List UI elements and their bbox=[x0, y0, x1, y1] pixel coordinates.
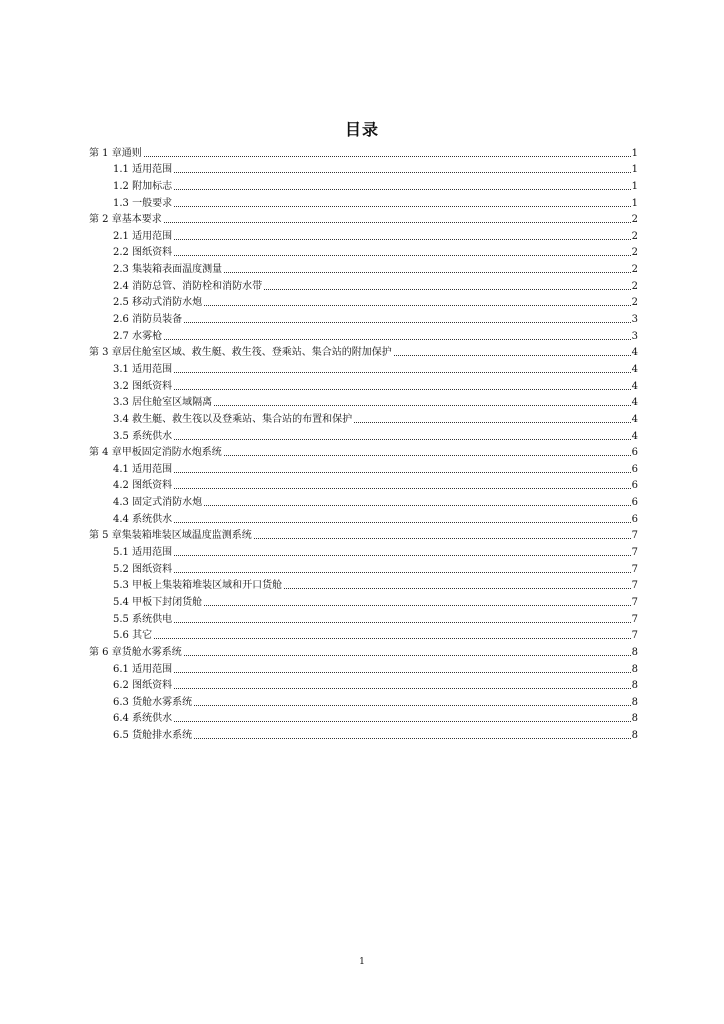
dot-leader bbox=[174, 488, 631, 489]
toc-entry-label: 5.1 适用范围 bbox=[113, 547, 173, 559]
dot-leader bbox=[194, 738, 631, 739]
toc-entry-page-number: 1 bbox=[631, 164, 638, 176]
toc-entry-label: 2.3 集装箱表面温度测量 bbox=[113, 264, 223, 276]
toc-entry-label: 2.2 图纸资料 bbox=[113, 247, 173, 259]
toc-entry-label: 2.1 适用范围 bbox=[113, 230, 173, 242]
dot-leader bbox=[174, 572, 631, 573]
dot-leader bbox=[154, 638, 631, 639]
toc-entry-label: 4.2 图纸资料 bbox=[113, 480, 173, 492]
toc-chapter-entry[interactable] bbox=[89, 443, 638, 460]
toc-section-entry[interactable] bbox=[89, 592, 638, 609]
toc-section-entry[interactable] bbox=[89, 243, 638, 260]
toc-entry-page-number: 8 bbox=[631, 713, 638, 725]
toc-entry-page-number: 7 bbox=[631, 596, 638, 608]
toc-entry-label: 4.4 系统供水 bbox=[113, 513, 173, 525]
toc-section-entry[interactable] bbox=[89, 193, 638, 210]
dot-leader bbox=[164, 222, 631, 223]
dot-leader bbox=[174, 255, 631, 256]
toc-entry-page-number: 2 bbox=[631, 247, 638, 259]
dot-leader bbox=[184, 655, 631, 656]
dot-leader bbox=[164, 339, 631, 340]
toc-entry-label: 4.3 固定式消防水炮 bbox=[113, 497, 203, 509]
toc-entry-page-number: 7 bbox=[631, 580, 638, 592]
dot-leader bbox=[354, 422, 631, 423]
toc-entry-label: 4.1 适用范围 bbox=[113, 463, 173, 475]
toc-entry-label: 5.5 系统供电 bbox=[113, 613, 173, 625]
toc-entry-page-number: 4 bbox=[631, 430, 638, 442]
toc-entry-page-number: 4 bbox=[631, 380, 638, 392]
toc-entry-label: 第 6 章货舱水雾系统 bbox=[89, 646, 182, 658]
toc-entry-label: 第 5 章集装箱堆装区域温度监测系统 bbox=[89, 530, 252, 542]
toc-section-entry[interactable] bbox=[89, 393, 638, 410]
toc-section-entry[interactable] bbox=[89, 276, 638, 293]
toc-entry-label: 6.3 货舱水雾系统 bbox=[113, 696, 193, 708]
toc-section-entry[interactable] bbox=[89, 426, 638, 443]
toc-entry-page-number: 7 bbox=[631, 630, 638, 642]
toc-section-entry[interactable] bbox=[89, 376, 638, 393]
toc-chapter-entry[interactable] bbox=[89, 642, 638, 659]
toc-entry-label: 6.2 图纸资料 bbox=[113, 680, 173, 692]
toc-chapter-entry[interactable] bbox=[89, 343, 638, 360]
toc-entry-page-number: 2 bbox=[631, 280, 638, 292]
toc-entry-label: 1.3 一般要求 bbox=[113, 197, 173, 209]
dot-leader bbox=[284, 588, 631, 589]
toc-section-entry[interactable] bbox=[89, 359, 638, 376]
dot-leader bbox=[204, 305, 631, 306]
toc-entry-page-number: 7 bbox=[631, 613, 638, 625]
dot-leader bbox=[394, 355, 631, 356]
dot-leader bbox=[214, 405, 631, 406]
toc-entry-page-number: 8 bbox=[631, 680, 638, 692]
dot-leader bbox=[174, 721, 631, 722]
toc-entry-label: 5.6 其它 bbox=[113, 630, 153, 642]
toc-entry-label: 3.4 救生艇、救生筏以及登乘站、集合站的布置和保护 bbox=[113, 413, 353, 425]
toc-entry-page-number: 7 bbox=[631, 563, 638, 575]
toc-entry-label: 3.3 居住舱室区域隔离 bbox=[113, 397, 213, 409]
table-of-contents bbox=[89, 143, 638, 742]
dot-leader bbox=[254, 538, 631, 539]
toc-section-entry[interactable] bbox=[89, 160, 638, 177]
toc-entry-label: 第 2 章基本要求 bbox=[89, 214, 162, 226]
toc-entry-page-number: 1 bbox=[631, 197, 638, 209]
dot-leader bbox=[204, 605, 631, 606]
dot-leader bbox=[174, 389, 631, 390]
toc-entry-page-number: 2 bbox=[631, 297, 638, 309]
toc-entry-page-number: 2 bbox=[631, 214, 638, 226]
toc-entry-label: 2.7 水雾枪 bbox=[113, 330, 163, 342]
toc-section-entry[interactable] bbox=[89, 226, 638, 243]
dot-leader bbox=[174, 239, 631, 240]
toc-entry-label: 6.4 系统供水 bbox=[113, 713, 173, 725]
toc-section-entry[interactable] bbox=[89, 559, 638, 576]
toc-section-entry[interactable] bbox=[89, 293, 638, 310]
toc-entry-label: 第 3 章居住舱室区域、救生艇、救生筏、登乘站、集合站的附加保护 bbox=[89, 347, 392, 359]
dot-leader bbox=[174, 522, 631, 523]
toc-entry-page-number: 6 bbox=[631, 480, 638, 492]
toc-entry-page-number: 3 bbox=[631, 330, 638, 342]
toc-entry-page-number: 4 bbox=[631, 363, 638, 375]
toc-section-entry[interactable] bbox=[89, 626, 638, 643]
dot-leader bbox=[174, 172, 631, 173]
toc-section-entry[interactable] bbox=[89, 492, 638, 509]
toc-section-entry[interactable] bbox=[89, 476, 638, 493]
dot-leader bbox=[174, 439, 631, 440]
dot-leader bbox=[174, 555, 631, 556]
toc-entry-page-number: 8 bbox=[631, 696, 638, 708]
toc-entry-label: 5.2 图纸资料 bbox=[113, 563, 173, 575]
dot-leader bbox=[224, 272, 631, 273]
dot-leader bbox=[174, 472, 631, 473]
toc-entry-page-number: 4 bbox=[631, 397, 638, 409]
page-number: 1 bbox=[359, 957, 365, 967]
toc-section-entry[interactable] bbox=[89, 725, 638, 742]
toc-entry-page-number: 8 bbox=[631, 730, 638, 742]
dot-leader bbox=[174, 622, 631, 623]
toc-chapter-entry[interactable] bbox=[89, 143, 638, 160]
toc-entry-page-number: 4 bbox=[631, 413, 638, 425]
toc-entry-label: 6.1 适用范围 bbox=[113, 663, 173, 675]
toc-section-entry[interactable] bbox=[89, 326, 638, 343]
toc-entry-label: 3.1 适用范围 bbox=[113, 363, 173, 375]
toc-entry-label: 3.2 图纸资料 bbox=[113, 380, 173, 392]
toc-chapter-entry[interactable] bbox=[89, 210, 638, 227]
toc-section-entry[interactable] bbox=[89, 459, 638, 476]
dot-leader bbox=[174, 688, 631, 689]
toc-entry-page-number: 3 bbox=[631, 314, 638, 326]
toc-entry-label: 2.5 移动式消防水炮 bbox=[113, 297, 203, 309]
toc-entry-label: 2.4 消防总管、消防栓和消防水带 bbox=[113, 280, 263, 292]
dot-leader bbox=[194, 705, 631, 706]
toc-section-entry[interactable] bbox=[89, 576, 638, 593]
dot-leader bbox=[174, 189, 631, 190]
toc-section-entry[interactable] bbox=[89, 659, 638, 676]
toc-entry-page-number: 6 bbox=[631, 447, 638, 459]
toc-title: 目录 bbox=[344, 120, 379, 139]
dot-leader bbox=[184, 322, 631, 323]
dot-leader bbox=[144, 156, 631, 157]
toc-entry-page-number: 8 bbox=[631, 646, 638, 658]
dot-leader bbox=[264, 289, 631, 290]
toc-section-entry[interactable] bbox=[89, 692, 638, 709]
toc-section-entry[interactable] bbox=[89, 676, 638, 693]
dot-leader bbox=[174, 206, 631, 207]
toc-entry-label: 2.6 消防员装备 bbox=[113, 314, 183, 326]
toc-entry-label: 1.1 适用范围 bbox=[113, 164, 173, 176]
toc-entry-page-number: 2 bbox=[631, 264, 638, 276]
dot-leader bbox=[204, 505, 631, 506]
toc-entry-label: 6.5 货舱排水系统 bbox=[113, 730, 193, 742]
toc-entry-page-number: 7 bbox=[631, 547, 638, 559]
dot-leader bbox=[174, 372, 631, 373]
toc-entry-label: 第 4 章甲板固定消防水炮系统 bbox=[89, 447, 222, 459]
toc-chapter-entry[interactable] bbox=[89, 526, 638, 543]
dot-leader bbox=[224, 455, 631, 456]
toc-section-entry[interactable] bbox=[89, 259, 638, 276]
dot-leader bbox=[174, 672, 631, 673]
toc-entry-page-number: 8 bbox=[631, 663, 638, 675]
toc-entry-label: 第 1 章通则 bbox=[89, 147, 142, 159]
toc-section-entry[interactable] bbox=[89, 542, 638, 559]
toc-entry-page-number: 7 bbox=[631, 530, 638, 542]
toc-section-entry[interactable] bbox=[89, 309, 638, 326]
toc-entry-page-number: 6 bbox=[631, 497, 638, 509]
toc-section-entry[interactable] bbox=[89, 609, 638, 626]
toc-entry-label: 5.4 甲板下封闭货舱 bbox=[113, 596, 203, 608]
toc-entry-page-number: 6 bbox=[631, 463, 638, 475]
toc-section-entry[interactable] bbox=[89, 709, 638, 726]
toc-section-entry[interactable] bbox=[89, 409, 638, 426]
toc-entry-page-number: 4 bbox=[631, 347, 638, 359]
toc-section-entry[interactable] bbox=[89, 176, 638, 193]
toc-entry-label: 3.5 系统供水 bbox=[113, 430, 173, 442]
toc-entry-page-number: 1 bbox=[631, 147, 638, 159]
toc-entry-label: 1.2 附加标志 bbox=[113, 180, 173, 192]
toc-section-entry[interactable] bbox=[89, 509, 638, 526]
toc-entry-page-number: 1 bbox=[631, 180, 638, 192]
toc-entry-page-number: 6 bbox=[631, 513, 638, 525]
toc-entry-page-number: 2 bbox=[631, 230, 638, 242]
toc-entry-label: 5.3 甲板上集装箱堆装区域和开口货舱 bbox=[113, 580, 283, 592]
